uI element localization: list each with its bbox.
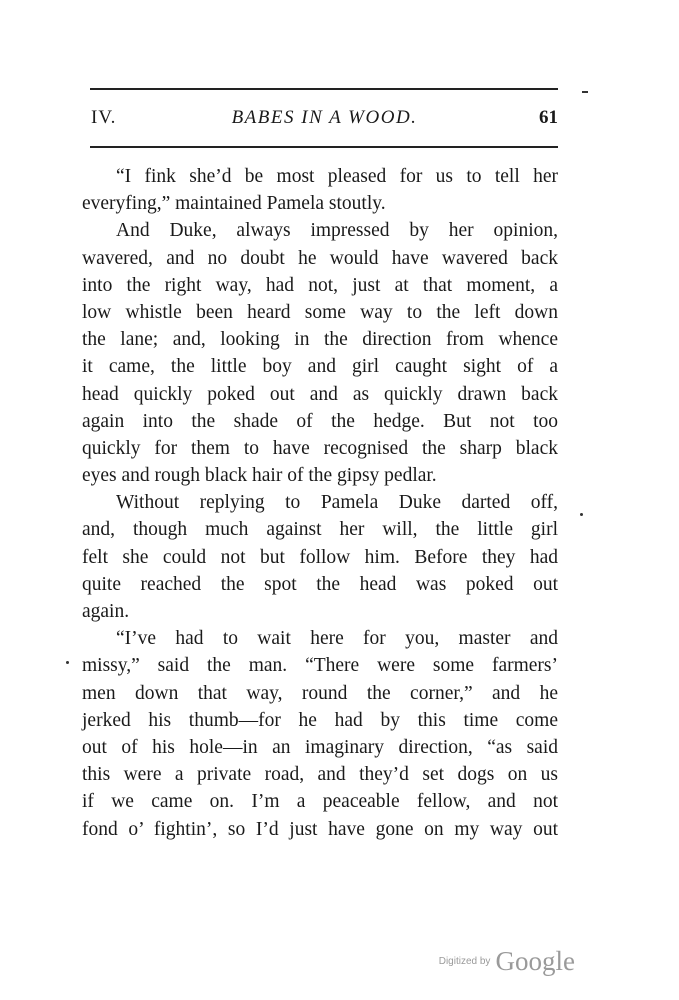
running-header: [91, 101, 558, 135]
text-line: this were a private road, and they’d set dogs on us: [82, 764, 558, 786]
text-line: And Duke, always impressed by her opinion,: [116, 220, 558, 242]
chapter-number: IV.: [91, 107, 117, 128]
text-line: felt she could not but follow him. Before they had: [82, 546, 558, 568]
stray-dot: [66, 661, 69, 664]
text-line: quickly for them to have recognised the sharp black: [82, 437, 558, 459]
text-line: men down that way, round the corner,” and he: [82, 682, 558, 704]
text-line: again into the shade of the hedge. But not too: [82, 410, 558, 432]
text-line: eyes and rough black hair of the gipsy pedlar.: [82, 465, 437, 487]
text-line: “I’ve had to wait here for you, master and: [116, 628, 558, 650]
text-line: out of his hole—in an imaginary direction, “as said: [82, 736, 558, 758]
text-line: head quickly poked out and as quickly drawn back: [82, 383, 558, 405]
page-number: 61: [539, 107, 558, 128]
text-line: if we came on. I’m a peaceable fellow, and not: [82, 791, 558, 813]
text-line: low whistle been heard some way to the left down: [82, 301, 558, 323]
stray-dot: [580, 513, 583, 516]
text-line: the lane; and, looking in the direction from whence: [82, 329, 558, 351]
text-line: “I fink she’d be most pleased for us to tell her: [116, 166, 558, 187]
body-text: [82, 163, 558, 843]
digitized-by-label: Digitized by: [438, 956, 491, 967]
text-line: wavered, and no doubt he would have wavered back: [82, 247, 558, 269]
text-line: missy,” said the man. “There were some farmers’: [82, 655, 558, 677]
text-line: into the right way, had not, just at that moment, a: [82, 274, 558, 296]
text-line: again.: [82, 601, 130, 622]
header-rule-bottom: [90, 146, 558, 148]
text-line: Without replying to Pamela Duke darted off,: [116, 492, 558, 514]
running-title: BABES IN A WOOD.: [231, 107, 418, 128]
text-line: jerked his thumb—for he had by this time come: [82, 709, 558, 731]
margin-mark: [582, 91, 588, 93]
text-line: quite reached the spot the head was poked out: [82, 573, 558, 595]
text-line: fond o’ fightin’, so I’d just have gone on my way out: [82, 818, 558, 840]
text-line: and, though much against her will, the little girl: [82, 519, 558, 541]
header-rule-top: [90, 88, 558, 90]
google-wordmark: Google: [495, 946, 575, 976]
text-line: everyfing,” maintained Pamela stoutly.: [82, 193, 386, 215]
digitized-by-google-watermark: [439, 946, 575, 977]
text-line: it came, the little boy and girl caught sight of a: [82, 356, 558, 378]
